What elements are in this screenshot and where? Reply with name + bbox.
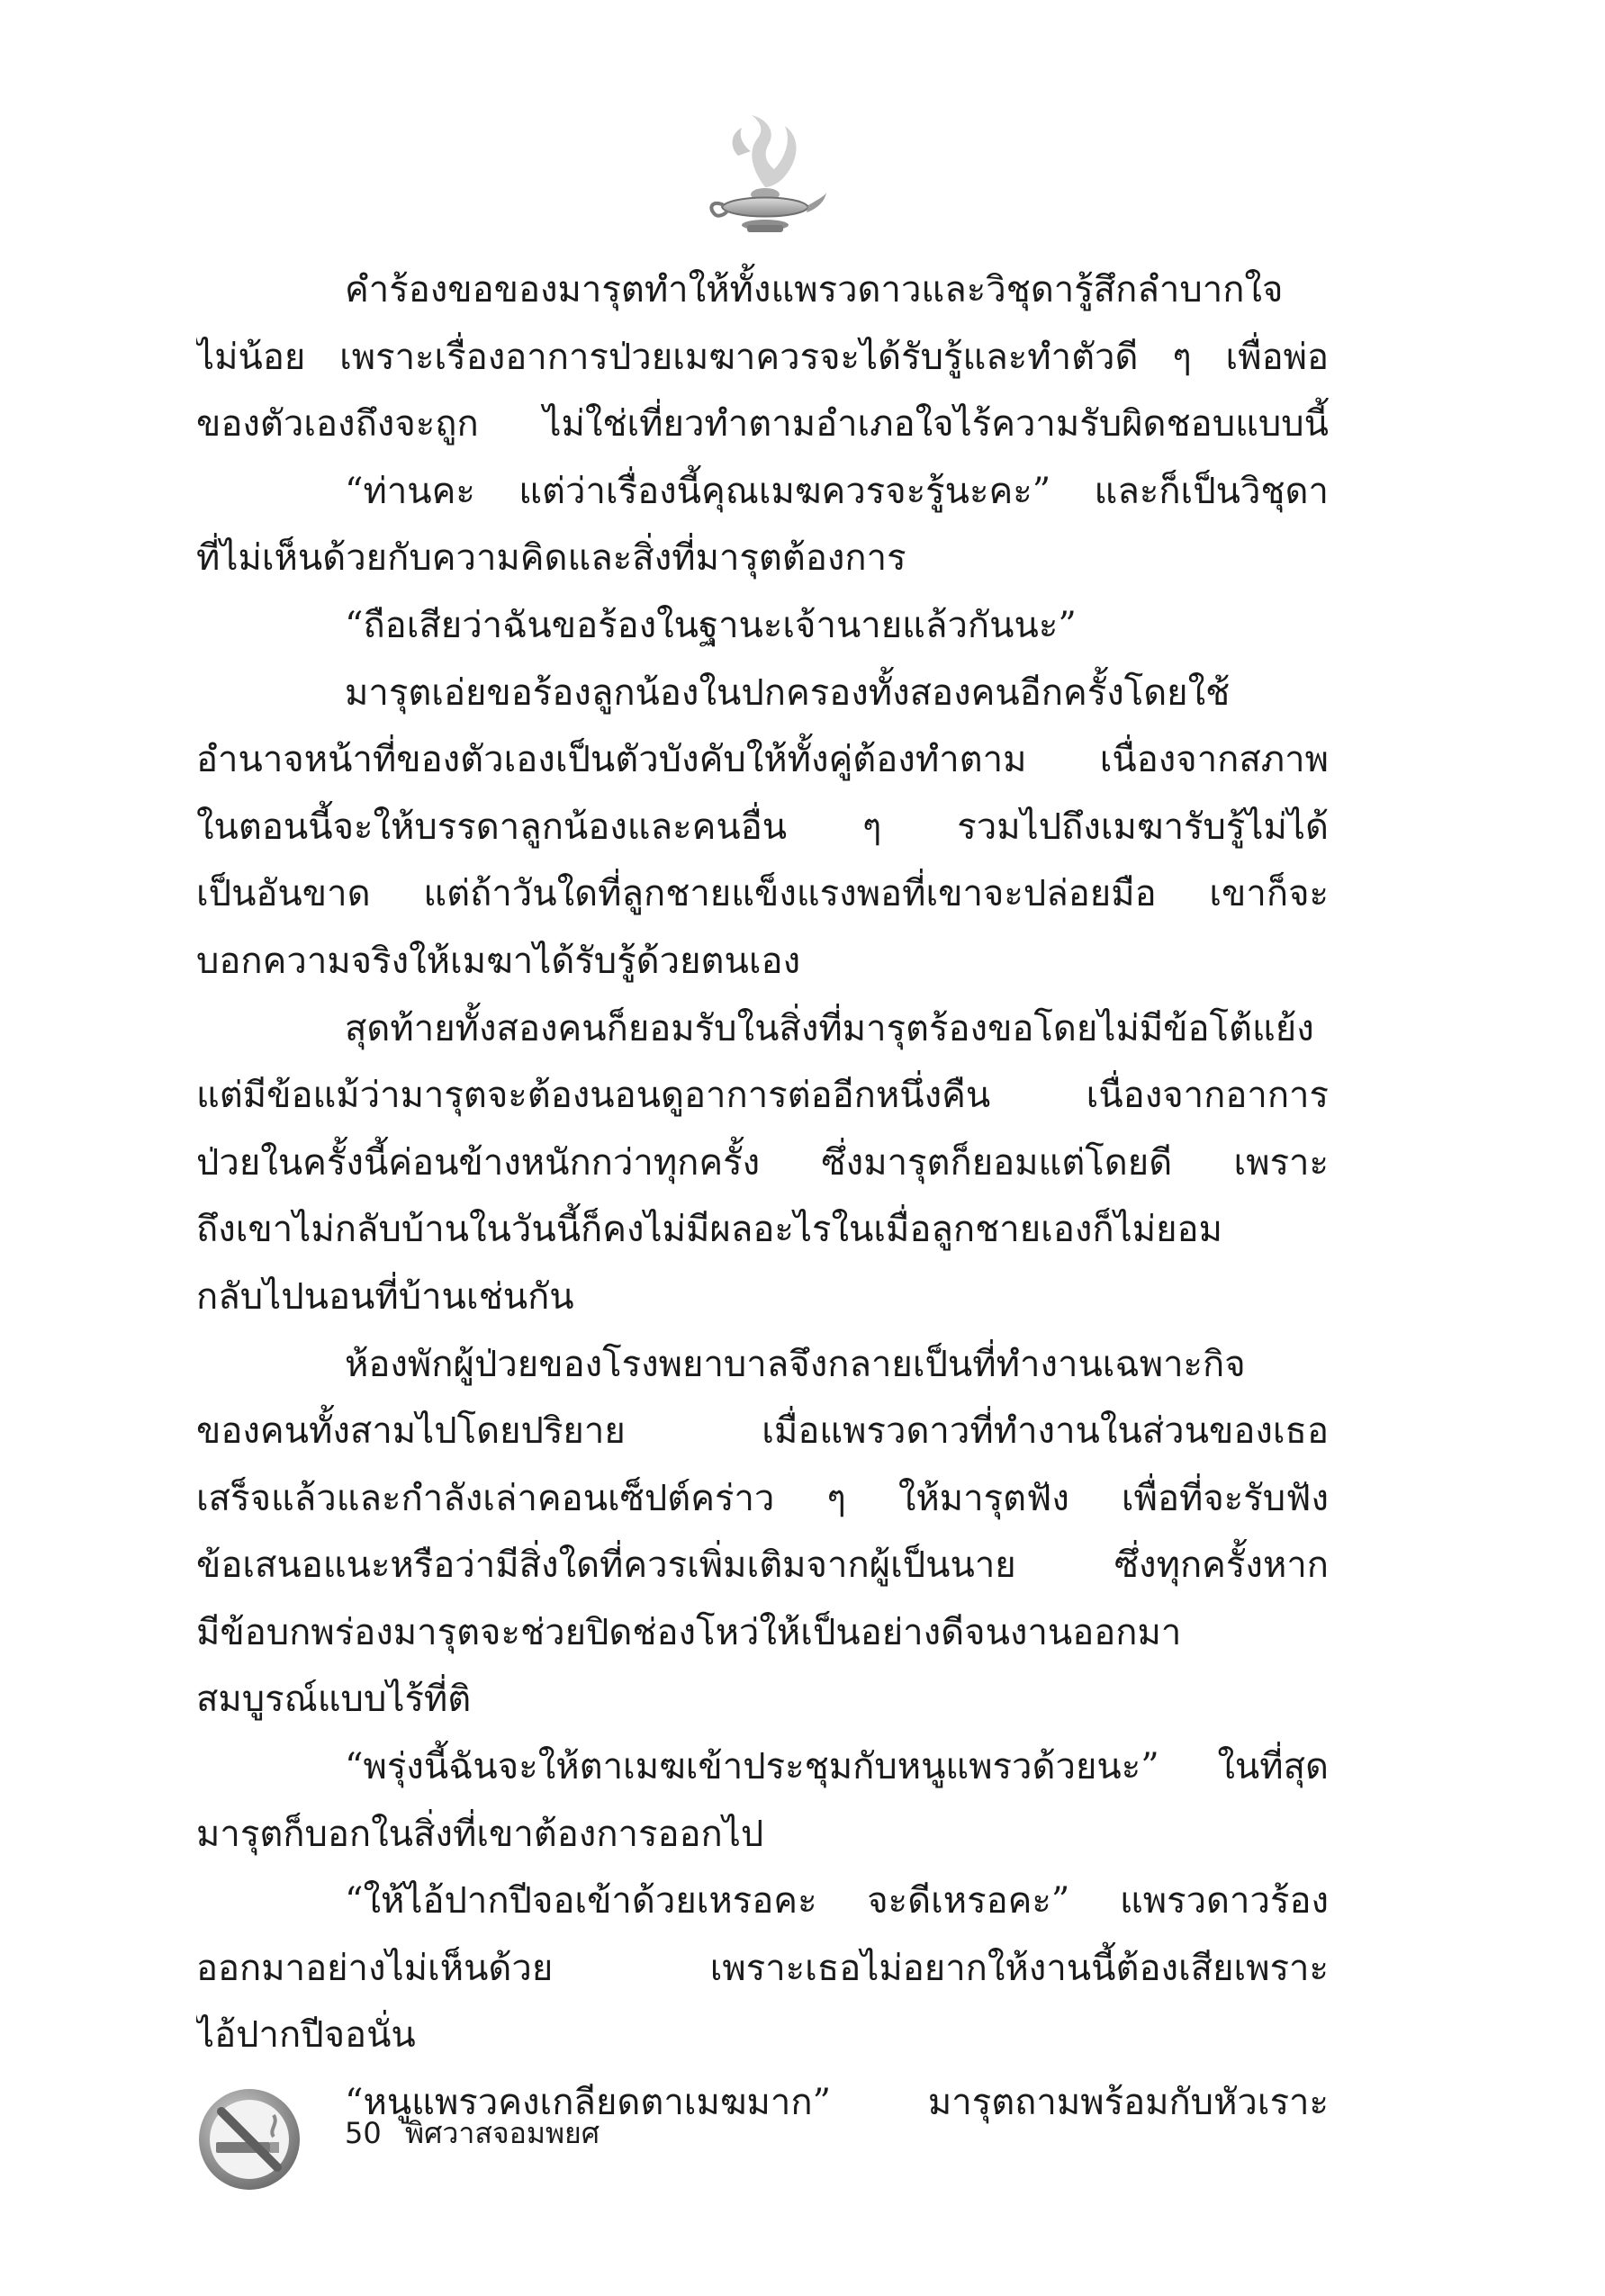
text-line: ของคนทั้งสามไปโดยปริยาย เมื่อแพรวดาวที่ทำงานในส่วนของเธอ [196, 1410, 1329, 1453]
text-line: มารุตเอ่ยขอร้องลูกน้องในปกครองทั้งสองคนอีกครั้งโดยใช้ [345, 671, 1231, 714]
text-line: “พรุ่งนี้ฉันจะให้ตาเมฆเข้าประชุมกับหนูแพรวด้วยนะ” ในที่สุด [345, 1746, 1329, 1788]
text-line: “ถือเสียว่าฉันขอร้องในฐานะเจ้านายแล้วกันนะ” [345, 604, 1077, 646]
text-line: เสร็จแล้วและกำลังเล่าคอนเซ็ปต์คร่าว ๆ ให้มารุตฟัง เพื่อที่จะรับฟัง [196, 1477, 1329, 1519]
book-title: พิศวาสจอมพยศ [405, 2116, 600, 2150]
no-smoking-icon [196, 2086, 302, 2192]
text-line: บอกความจริงให้เมฆาได้รับรู้ด้วยตนเอง [196, 940, 801, 982]
text-line: “ให้ไอ้ปากปีจอเข้าด้วยเหรอคะ จะดีเหรอคะ” แพรวดาวร้อง [345, 1880, 1329, 1922]
text-line: ไอ้ปากปีจอนั่น [196, 2014, 416, 2057]
text-line: ที่ไม่เห็นด้วยกับความคิดและสิ่งที่มารุตต้องการ [196, 537, 906, 580]
text-line: คำร้องขอของมารุตทำให้ทั้งแพรวดาวและวิชุดารู้สึกลำบากใจ [345, 269, 1284, 311]
text-line: ถึงเขาไม่กลับบ้านในวันนี้ก็คงไม่มีผลอะไรในเมื่อลูกชายเองก็ไม่ยอม [196, 1209, 1222, 1251]
text-line: มีข้อบกพร่องมารุตจะช่วยปิดช่องโหว่ให้เป็นอย่างดีจนงานออกมา [196, 1611, 1182, 1653]
text-line: ในตอนนี้จะให้บรรดาลูกน้องและคนอื่น ๆ รวมไปถึงเมฆารับรู้ไม่ได้ [196, 806, 1329, 848]
text-line: “หนูแพรวคงเกลียดตาเมฆมาก” มารุตถามพร้อมกับหัวเราะ [345, 2082, 1329, 2124]
text-line: ป่วยในครั้งนี้ค่อนข้างหนักกว่าทุกครั้ง ซึ่งมารุตก็ยอมแต่โดยดี เพราะ [196, 1141, 1329, 1184]
body-text [196, 257, 1329, 2137]
text-line: “ท่านคะ แต่ว่าเรื่องนี้คุณเมฆควรจะรู้นะคะ” และก็เป็นวิชุดา [345, 470, 1329, 512]
text-line: มารุตก็บอกในสิ่งที่เขาต้องการออกไป [196, 1813, 764, 1855]
text-line: ไม่น้อย เพราะเรื่องอาการป่วยเมฆาควรจะได้รับรู้และทำตัวดี ๆ เพื่อพ่อ [196, 336, 1329, 378]
page-number: 50 [345, 2116, 382, 2150]
text-line: ข้อเสนอแนะหรือว่ามีสิ่งใดที่ควรเพิ่มเติมจากผู้เป็นนาย ซึ่งทุกครั้งหาก [196, 1544, 1329, 1587]
text-line: เป็นอันขาด แต่ถ้าวันใดที่ลูกชายแข็งแรงพอที่เขาจะปล่อยมือ เขาก็จะ [196, 873, 1329, 915]
text-line: แต่มีข้อแม้ว่ามารุตจะต้องนอนดูอาการต่ออีกหนึ่งคืน เนื่องจากอาการ [196, 1075, 1329, 1117]
text-line: ของตัวเองถึงจะถูก ไม่ใช่เที่ยวทำตามอำเภอใจไร้ความรับผิดชอบแบบนี้ [196, 403, 1329, 446]
text-line: ห้องพักผู้ป่วยของโรงพยาบาลจึงกลายเป็นที่ทำงานเฉพาะกิจ [345, 1343, 1246, 1385]
text-line: กลับไปนอนที่บ้านเช่นกัน [196, 1275, 574, 1318]
text-line: ออกมาอย่างไม่เห็นด้วย เพราะเธอไม่อยากให้งานนี้ต้องเสียเพราะ [196, 1947, 1329, 1989]
genie-lamp-icon [702, 106, 828, 241]
text-line: สุดท้ายทั้งสองคนก็ยอมรับในสิ่งที่มารุตร้องขอโดยไม่มีข้อโต้แย้ง [345, 1007, 1314, 1049]
text-line: อำนาจหน้าที่ของตัวเองเป็นตัวบังคับให้ทั้งคู่ต้องทำตาม เนื่องจากสภาพ [196, 739, 1329, 781]
text-line: สมบูรณ์แบบไร้ที่ติ [196, 1679, 472, 1721]
